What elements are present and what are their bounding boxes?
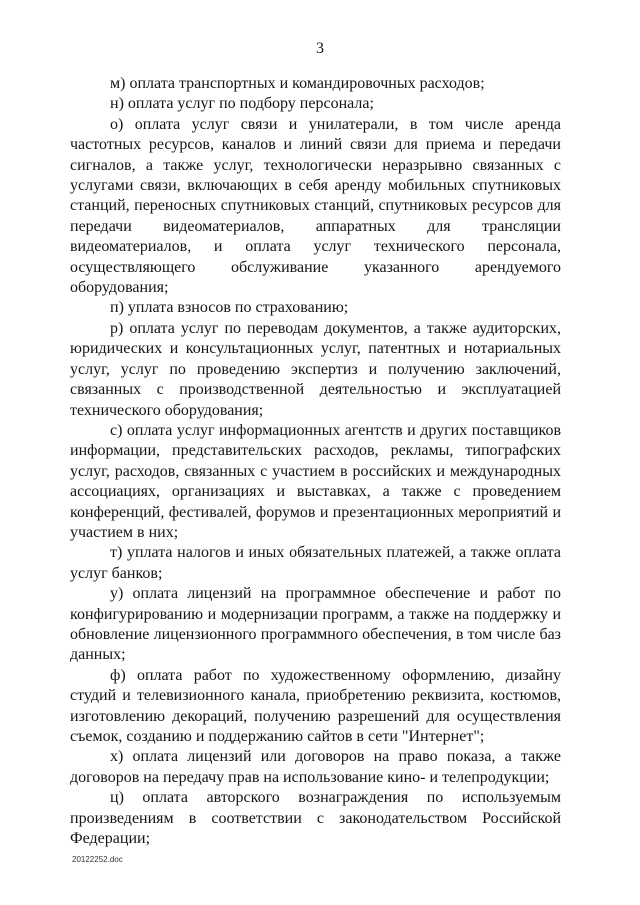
file-name-footer: 20122252.doc xyxy=(72,855,123,864)
document-body xyxy=(70,74,561,849)
paragraph-s: с) оплата услуг информационных агентств и других поставщиков информации, представительских расходов, рекламы, типографских услуг, расходов, связанных с участием в российских и международных ассоциациях, организациях и выставках, а также с проведением конференций, фестивалей, форумов и презентационных мероприятий и участием в них; xyxy=(70,421,561,541)
paragraph-m: м) оплата транспортных и командировочных расходов; xyxy=(110,75,485,92)
paragraph-kh: х) оплата лицензий или договоров на право показа, а также договоров на передачу прав на использование кино- и телепродукции; xyxy=(70,748,561,786)
paragraph-ts: ц) оплата авторского вознаграждения по используемым произведениям в соответствии с законодательством Российской Федерации; xyxy=(70,789,561,848)
page-number: 3 xyxy=(316,40,324,57)
paragraph-r: р) оплата услуг по переводам документов, а также аудиторских, юридических и консультационных услуг, патентных и нотариальных услуг, услуг по проведению экспертиз и получению заключений, связанных с производственной деятельностью и эксплуатацией технического оборудования; xyxy=(70,319,561,419)
paragraph-u: у) оплата лицензий на программное обеспечение и работ по конфигурированию и модернизации программ, а также на поддержку и обновление лицензионного программного обеспечения, в том числе баз данных; xyxy=(70,585,561,664)
paragraph-p: п) уплата взносов по страхованию; xyxy=(110,299,349,317)
paragraph-o: о) оплата услуг связи и унилатерали, в том числе аренда частотных ресурсов, каналов и линий связи для приема и передачи сигналов, а также услуг, технологически неразрывно связанных с услугами связи, включающих в себя аренду мобильных спутниковых станций, переносных спутниковых станций, спутниковых ресурсов для передачи видеоматериалов, аппаратных для трансляции видеоматериалов, и оплата услуг технического персонала, осуществляющего обслуживание указанного арендуемого оборудования; xyxy=(70,115,561,297)
paragraph-n: н) оплата услуг по подбору персонала; xyxy=(110,95,374,113)
paragraph-t: т) уплата налогов и иных обязательных платежей, а также оплата услуг банков; xyxy=(70,544,561,582)
paragraph-f: ф) оплата работ по художественному оформлению, дизайну студий и телевизионного канала, приобретению реквизита, костюмов, изготовлению декораций, получению разрешений для осуществления съемок, созданию и поддержанию сайтов в сети "Интернет"; xyxy=(70,666,561,745)
